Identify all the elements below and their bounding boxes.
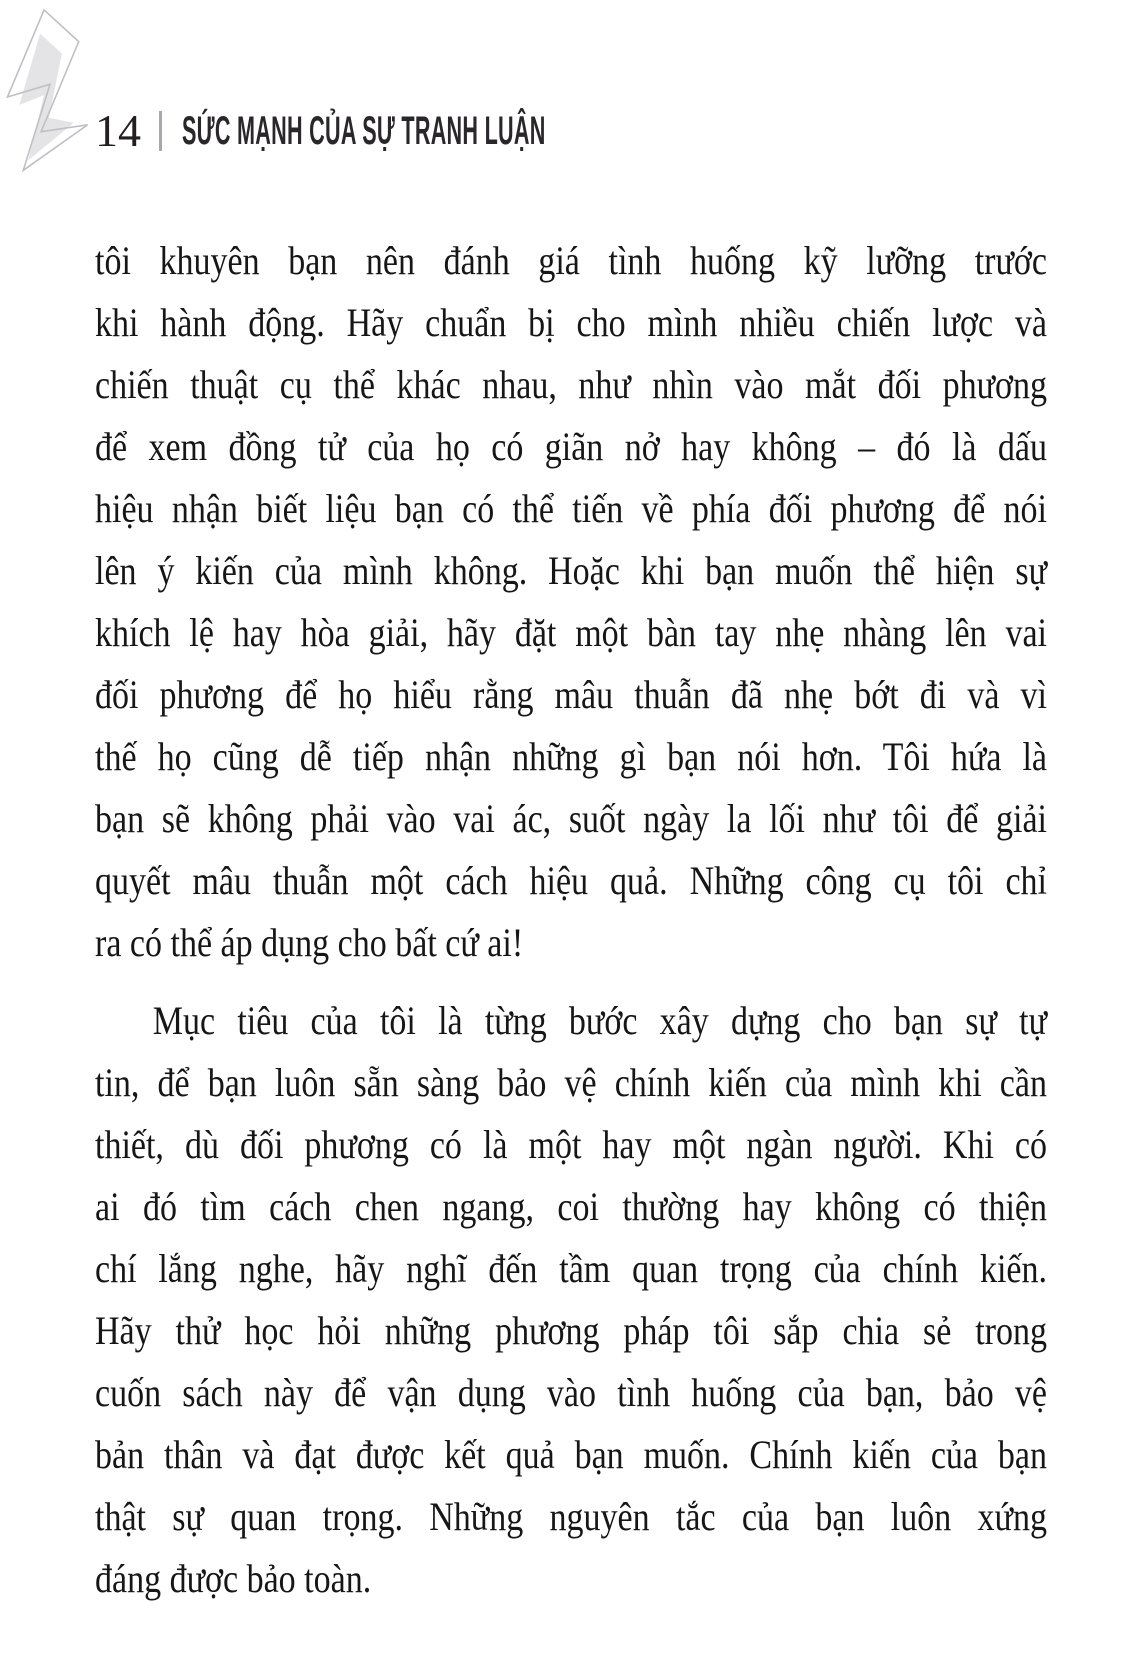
text-line: cuốn sách này để vận dụng vào tình huống của bạn, bảo vệ bbox=[95, 1370, 1047, 1415]
text-line: đối phương để họ hiểu rằng mâu thuẫn đã nhẹ bớt đi và vì bbox=[95, 672, 1047, 717]
text-line: bạn sẽ không phải vào vai ác, suốt ngày la lối như tôi để giải bbox=[95, 796, 1047, 841]
running-title-wrap bbox=[182, 111, 855, 151]
text-line: khích lệ hay hòa giải, hãy đặt một bàn tay nhẹ nhàng lên vai bbox=[95, 610, 1047, 655]
text-line: lên ý kiến của mình không. Hoặc khi bạn muốn thể hiện sự bbox=[95, 548, 1047, 593]
text-line: khi hành động. Hãy chuẩn bị cho mình nhiều chiến lược và bbox=[95, 300, 1047, 345]
lightning-bolt-icon bbox=[0, 4, 100, 202]
paragraph-1 bbox=[95, 230, 1047, 974]
paragraph-2 bbox=[95, 990, 1047, 1610]
text-line: ra có thể áp dụng cho bất cứ ai! bbox=[95, 920, 524, 965]
lightning-bolt-outline bbox=[7, 10, 87, 170]
body-text bbox=[95, 230, 1047, 1610]
header-separator bbox=[159, 111, 162, 151]
page-number: 14 bbox=[95, 105, 141, 156]
text-line: tin, để bạn luôn sẵn sàng bảo vệ chính kiến của mình khi cần bbox=[95, 1060, 1047, 1105]
text-line: Mục tiêu của tôi là từng bước xây dựng cho bạn sự tự bbox=[152, 998, 1048, 1043]
running-title: SỨC MẠNH CỦA SỰ TRANH LUẬN bbox=[182, 109, 546, 153]
text-line: bản thân và đạt được kết quả bạn muốn. Chính kiến của bạn bbox=[95, 1432, 1047, 1477]
text-line: đáng được bảo toàn. bbox=[95, 1556, 372, 1601]
text-line: hiệu nhận biết liệu bạn có thể tiến về phía đối phương để nói bbox=[95, 486, 1047, 531]
text-line: tôi khuyên bạn nên đánh giá tình huống kỹ lưỡng trước bbox=[95, 238, 1047, 283]
text-line: ai đó tìm cách chen ngang, coi thường hay không có thiện bbox=[95, 1184, 1047, 1229]
text-line: để xem đồng tử của họ có giãn nở hay không – đó là dấu bbox=[95, 424, 1047, 469]
text-line: Hãy thử học hỏi những phương pháp tôi sắp chia sẻ trong bbox=[95, 1308, 1047, 1353]
text-line: quyết mâu thuẫn một cách hiệu quả. Những công cụ tôi chỉ bbox=[95, 858, 1047, 903]
text-line: thế họ cũng dễ tiếp nhận những gì bạn nói hơn. Tôi hứa là bbox=[95, 734, 1047, 779]
text-line: chí lắng nghe, hãy nghĩ đến tầm quan trọng của chính kiến. bbox=[95, 1246, 1047, 1291]
text-line: thiết, dù đối phương có là một hay một ngàn người. Khi có bbox=[95, 1122, 1047, 1167]
text-line: thật sự quan trọng. Những nguyên tắc của bạn luôn xứng bbox=[95, 1494, 1047, 1539]
page-header bbox=[95, 102, 855, 160]
text-line: chiến thuật cụ thể khác nhau, như nhìn vào mắt đối phương bbox=[95, 362, 1047, 407]
